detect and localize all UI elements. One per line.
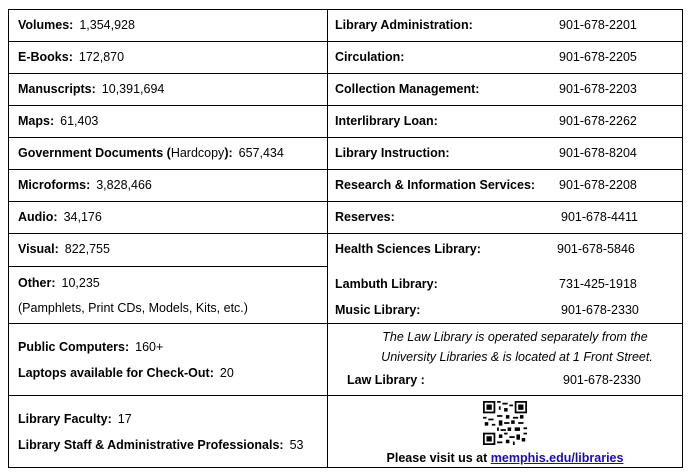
contact-health-sciences: Health Sciences Library: 901-678-5846 — [335, 242, 635, 256]
fact-audio: Audio: 34,176 — [9, 202, 328, 234]
contact-law-library: Law Library : 901-678-2330 — [347, 372, 641, 387]
facts-table — [8, 9, 683, 468]
contact-library-instruction: Library Instruction: 901-678-8204 — [328, 138, 683, 170]
contact-music: Music Library: 901-678-2330 — [335, 303, 639, 317]
contact-branch-libraries — [328, 234, 683, 324]
contact-reserves: Reserves: 901-678-4411 — [328, 202, 683, 234]
fact-volumes: Volumes: 1,354,928 — [9, 10, 328, 42]
fact-maps: Maps: 61,403 — [9, 106, 328, 138]
fact-computers: Public Computers: 160+ Laptops available for Check-Out: 20 — [9, 324, 328, 396]
contact-collection-management: Collection Management: 901-678-2203 — [328, 74, 683, 106]
visit-line: Please visit us at memphis.edu/libraries — [386, 451, 624, 465]
fact-staff: Library Faculty: 17 Library Staff & Administrative Professionals: 53 — [9, 396, 328, 468]
qr-code-icon[interactable] — [483, 401, 527, 445]
libraries-link[interactable]: memphis.edu/libraries — [490, 451, 624, 465]
law-library-box: The Law Library is operated separately from the University Libraries & is located at 1 Front Street. Law Library : 901-678-2330 — [328, 324, 683, 396]
contact-interlibrary-loan: Interlibrary Loan: 901-678-2262 — [328, 106, 683, 138]
fact-visual: Visual: 822,755 — [9, 234, 328, 267]
contact-administration: Library Administration: 901-678-2201 — [328, 10, 683, 42]
fact-manuscripts: Manuscripts: 10,391,694 — [9, 74, 328, 106]
contact-lambuth: Lambuth Library: 731-425-1918 — [335, 277, 637, 291]
fact-government-documents: Government Documents (Hardcopy): 657,434 — [9, 138, 328, 170]
contact-circulation: Circulation: 901-678-2205 — [328, 42, 683, 74]
visit-box — [328, 396, 683, 468]
fact-other: Other: 10,235 (Pamphlets, Print CDs, Models, Kits, etc.) — [9, 266, 328, 323]
fact-microforms: Microforms: 3,828,466 — [9, 170, 328, 202]
contact-research-information: Research & Information Services: 901-678-2208 — [328, 170, 683, 202]
fact-ebooks: E-Books: 172,870 — [9, 42, 328, 74]
